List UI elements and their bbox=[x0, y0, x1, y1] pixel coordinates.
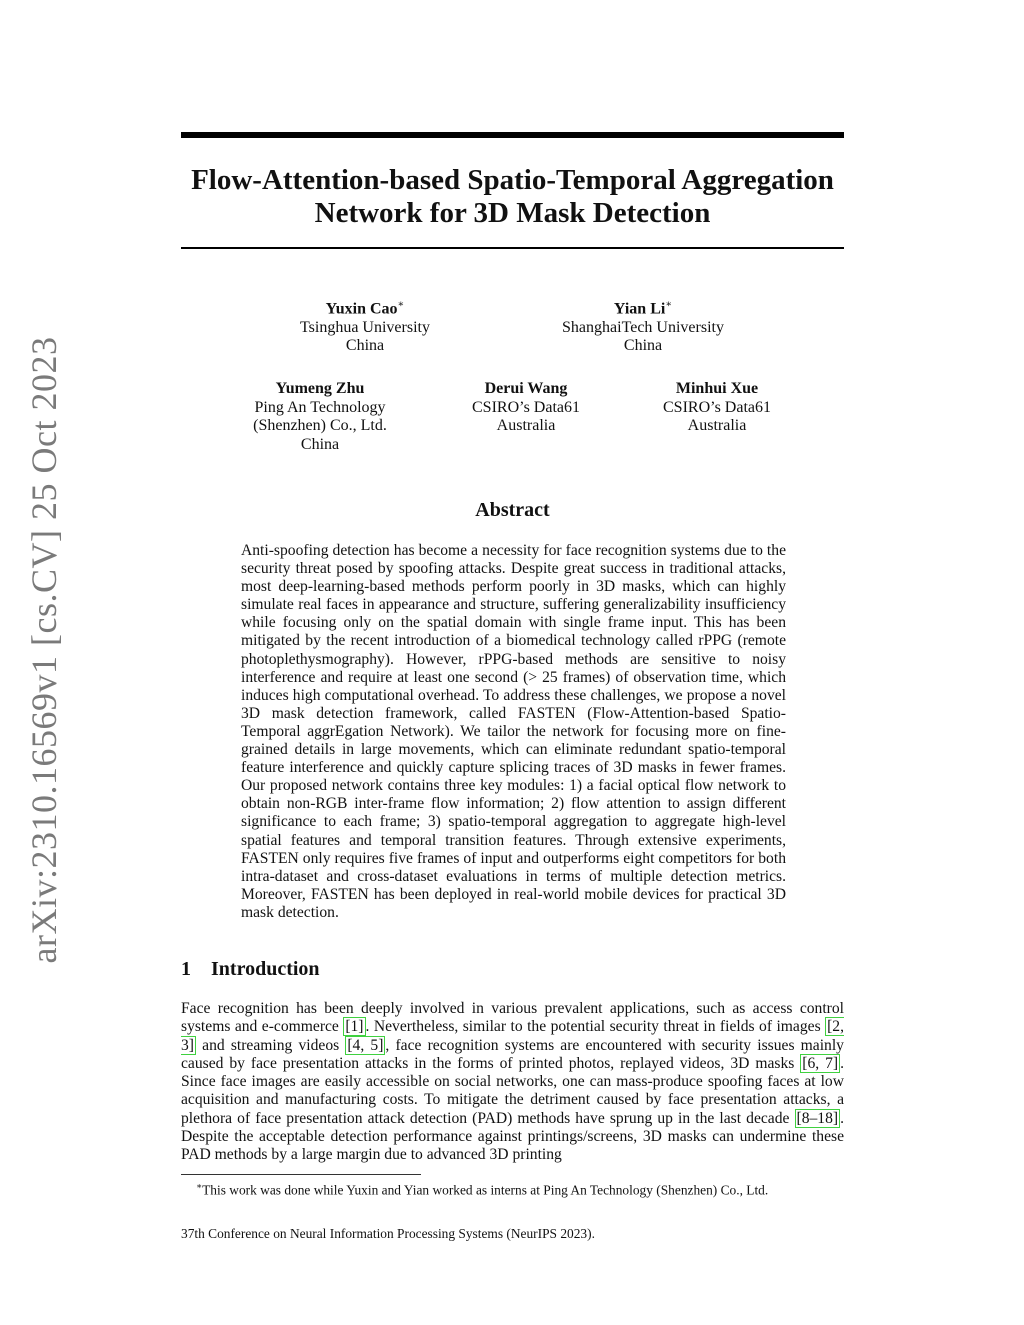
title-top-rule bbox=[181, 132, 844, 138]
author-country: China bbox=[623, 337, 663, 355]
author-block bbox=[220, 380, 420, 454]
title-line-2: Network for 3D Mask Detection bbox=[314, 197, 711, 229]
author-country: Australia bbox=[687, 417, 747, 434]
author-affiliation: ShanghaiTech University bbox=[562, 318, 724, 336]
footnote: ∗This work was done while Yuxin and Yian worked as interns at Ping An Technology (Shenzhen) Co., Ltd. bbox=[196, 1181, 769, 1198]
citation-link[interactable]: [1] bbox=[345, 1018, 364, 1036]
citation-link[interactable]: [4, 5] bbox=[347, 1036, 384, 1054]
section-number: 1 bbox=[181, 958, 191, 980]
section-title: Introduction bbox=[211, 958, 320, 980]
author-name: Minhui Xue bbox=[675, 380, 759, 397]
introduction-paragraph: Face recognition has been deeply involved in various prevalent applications, such as access control systems and e-commerce [1] . Nevertheless, similar to the potential security threat in fields of images [2, 3] and streaming videos [4, 5] , face recognition systems are encountered with security issues mainly caused by face presentation attacks in the forms of printed photos, replayed videos, 3D masks [6, 7] . Since face images are easily accessible on social networks, one can mass-produce spoofing faces at low acquisition and manufacturing costs. To mitigate the detriment caused by face presentation attacks, a plethora of face presentation attack detection (PAD) methods have sprung up in the last decade [8–18] . Despite the acceptable detection performance against printings/screens, 3D masks can undermine these PAD methods by a large margin due to advanced 3D printing bbox=[181, 1000, 844, 1164]
author-name: Yian Li∗ bbox=[613, 299, 673, 318]
arxiv-identifier: arXiv:2310.16569v1 [cs.CV] 25 Oct 2023 bbox=[24, 336, 64, 964]
author-name: Yuxin Cao∗ bbox=[325, 299, 405, 318]
author-country: China bbox=[345, 337, 385, 355]
venue-note: 37th Conference on Neural Information Processing Systems (NeurIPS 2023). bbox=[181, 1226, 595, 1241]
title-bottom-rule bbox=[181, 247, 844, 249]
section-heading bbox=[181, 958, 320, 981]
author-name: Yumeng Zhu bbox=[275, 380, 365, 397]
author-block bbox=[426, 380, 626, 436]
citation-link[interactable]: [8–18] bbox=[796, 1109, 839, 1127]
author-affiliation: Tsinghua University bbox=[300, 318, 430, 336]
footnote-mark: ∗ bbox=[196, 1181, 203, 1191]
author-affiliation: CSIRO’s Data61 bbox=[663, 398, 771, 416]
abstract-heading: Abstract bbox=[475, 499, 550, 521]
author-country: China bbox=[300, 435, 340, 453]
author-block bbox=[543, 296, 743, 356]
abstract-text: Anti-spoofing detection has become a necessity for face recognition systems due to the security threat posed by spoofing attacks. Despite great success in traditional attacks, most deep-learning-based methods perform poorly in 3D masks, which can highly simulate real faces in appearance and structure, suffering generalizability insufficiency while focusing only on the spatial domain with single frame input. This has been mitigated by the recent introduction of a biomedical technology called rPPG (remote photoplethysmography). However, rPPG-based methods are sensitive to noisy interference and require at least one second (> 25 frames) of observation time, which induces high computational overhead. To address these challenges, we propose a novel 3D mask detection framework, called FASTEN (Flow-Attention-based Spatio-Temporal aggrEgation Network). We tailor the network for focusing more on fine-grained details in large movements, which can eliminate redundant spatio-temporal feature interference and quickly capture splicing traces of 3D masks in fewer frames. Our proposed network contains three key modules: 1) a facial optical flow network to obtain non-RGB inter-frame flow information; 2) flow attention to assign different significance to each frame; 3) spatio-temporal aggregation to aggregate high-level spatial features and temporal transition features. Through extensive experiments, FASTEN only requires five frames of input and outperforms eight competitors for both intra-dataset and cross-dataset evaluations in terms of multiple detection metrics. Moreover, FASTEN has been deployed in real-world mobile devices for practical 3D mask detection. bbox=[241, 542, 786, 921]
footnote-rule bbox=[181, 1174, 421, 1175]
author-block bbox=[265, 296, 465, 356]
paper-title bbox=[181, 164, 844, 230]
author-affiliation-line2: (Shenzhen) Co., Ltd. bbox=[253, 417, 387, 434]
author-affiliation: Ping An Technology bbox=[254, 398, 386, 416]
citation-link[interactable]: [2, 3] bbox=[181, 1018, 844, 1054]
author-block bbox=[617, 380, 817, 436]
author-affiliation: CSIRO’s Data61 bbox=[472, 398, 580, 416]
author-country: Australia bbox=[496, 417, 556, 434]
citation-link[interactable]: [6, 7] bbox=[802, 1054, 839, 1072]
author-name: Derui Wang bbox=[484, 380, 568, 397]
title-line-1: Flow-Attention-based Spatio-Temporal Aggregation bbox=[191, 164, 834, 196]
